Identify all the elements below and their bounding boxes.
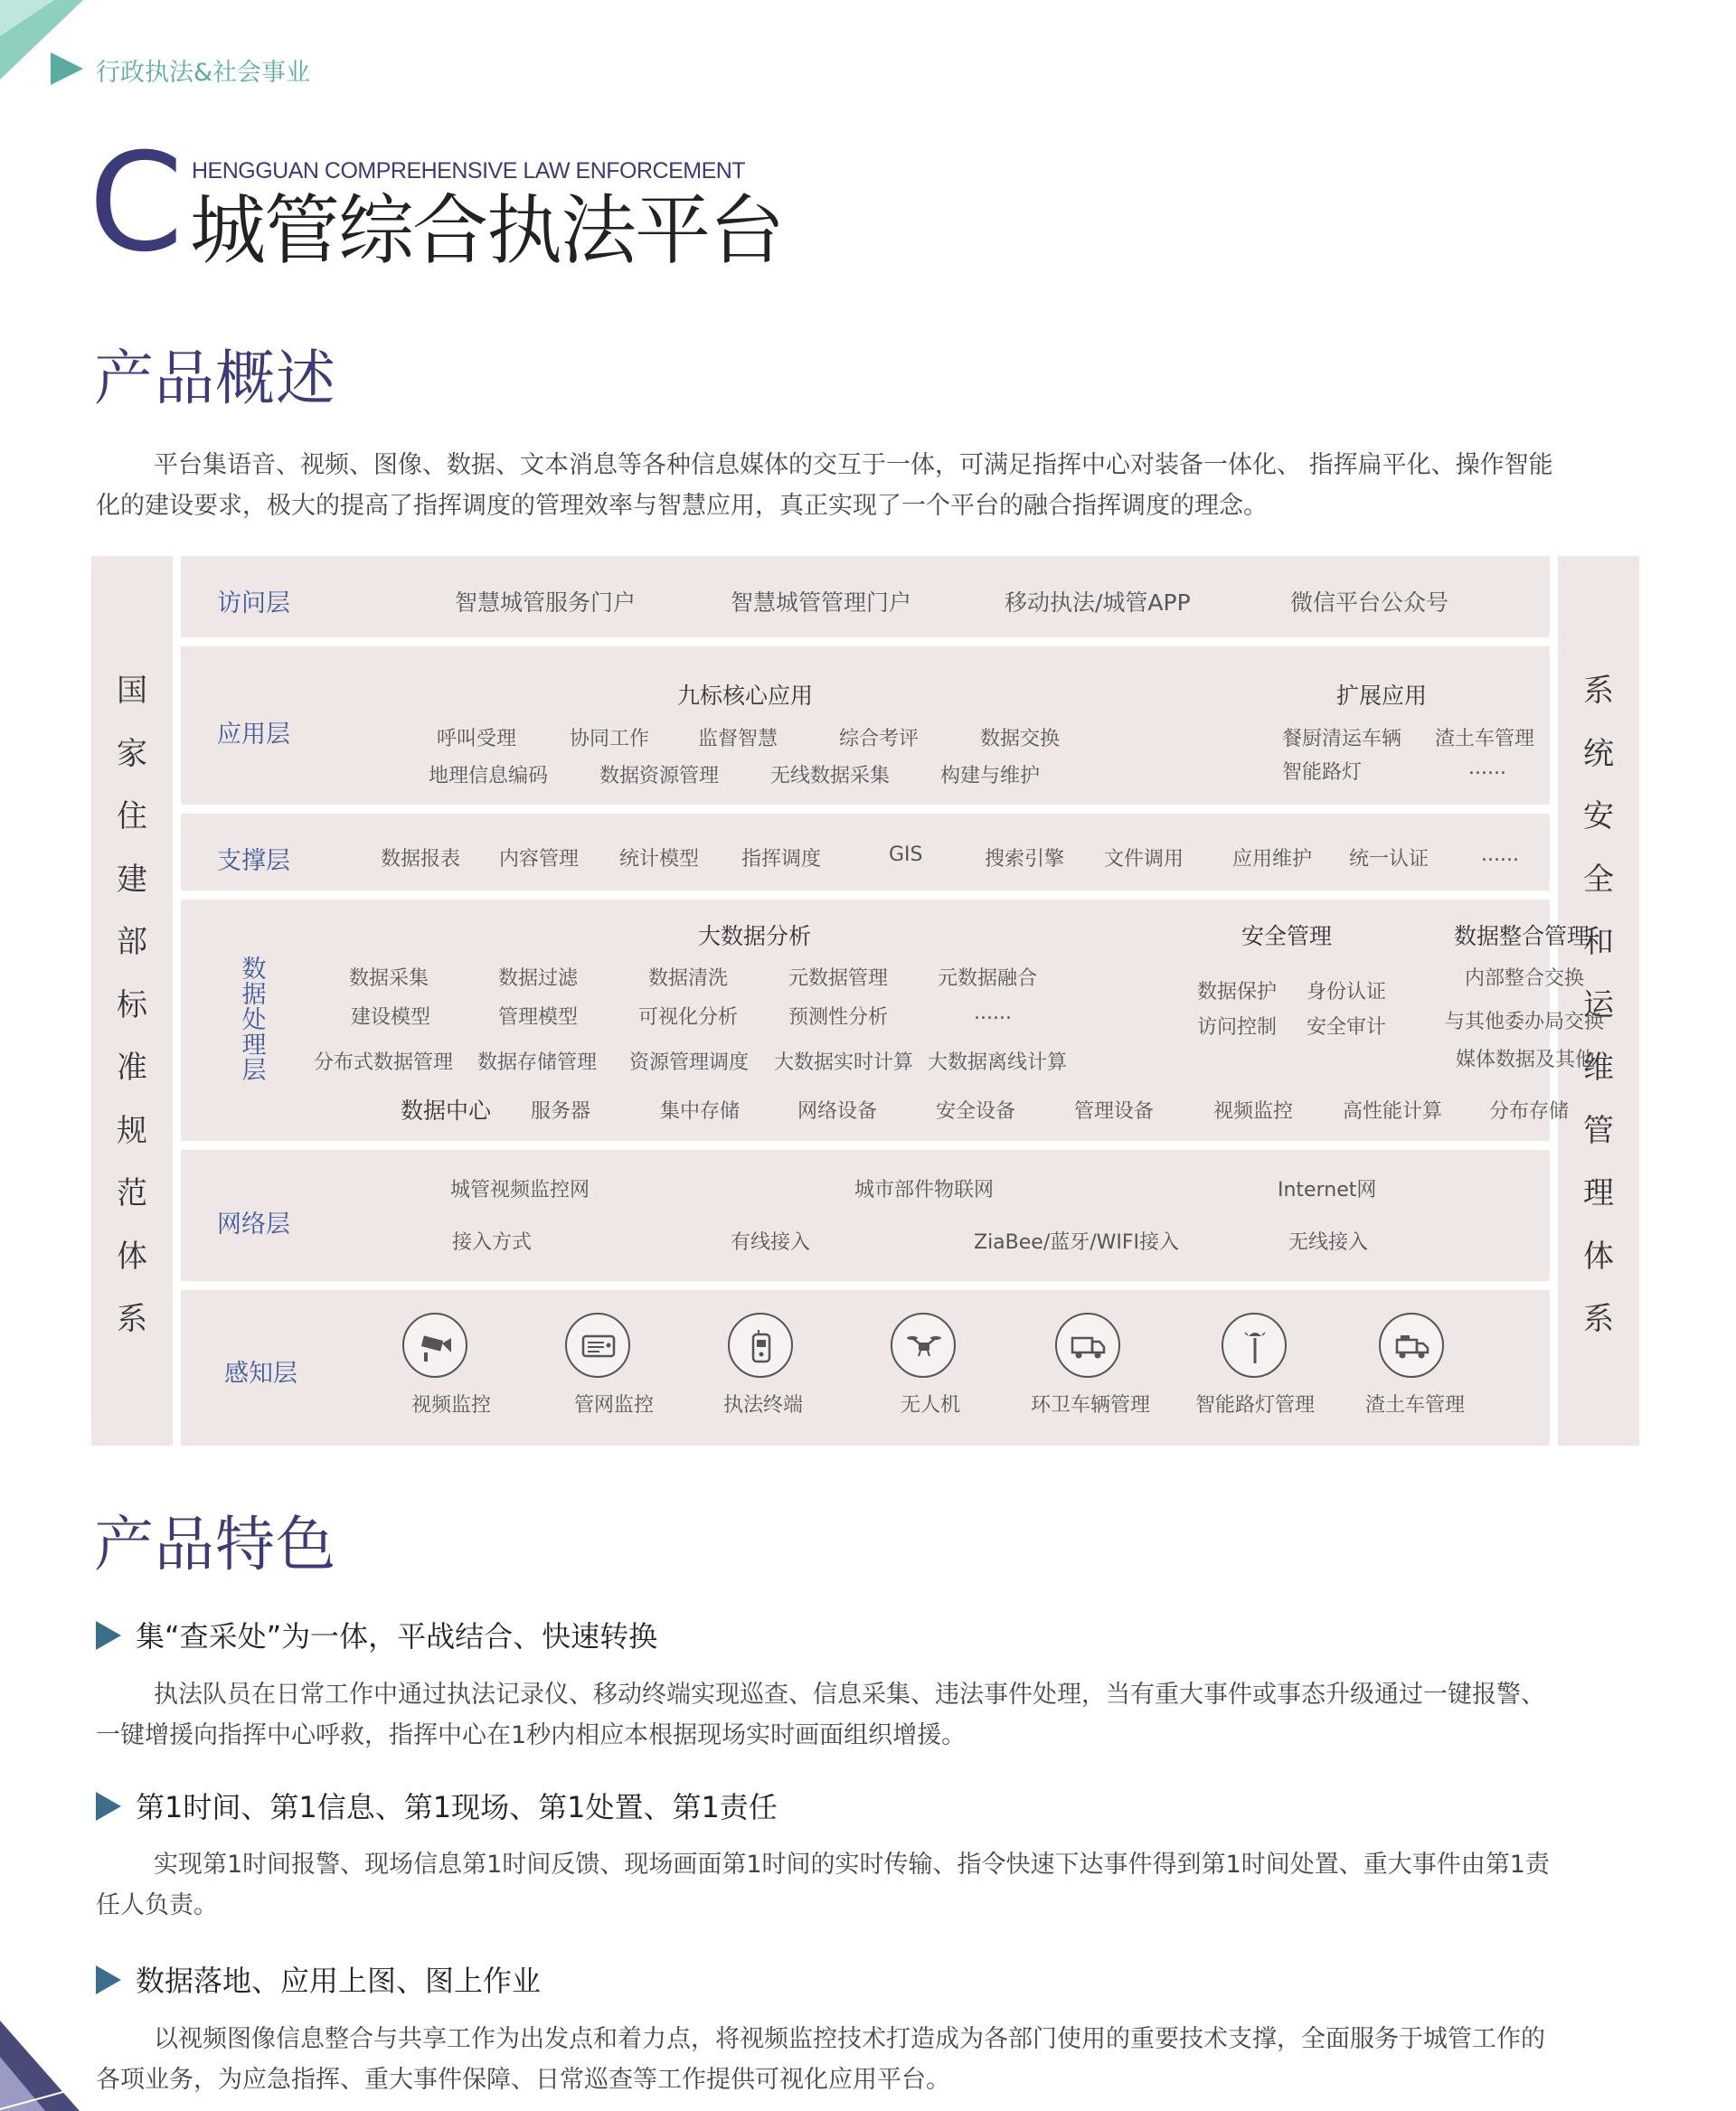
datacenter-item: 高性能计算: [1343, 1100, 1443, 1123]
vertical-char: 规: [117, 1112, 147, 1149]
features-heading: 产品特色: [94, 1510, 336, 1579]
processing-item: 大数据实时计算: [774, 1051, 914, 1074]
truck-icon: [1055, 1313, 1120, 1378]
security-item: 访问控制: [1197, 1016, 1278, 1039]
app-item: 数据资源管理: [599, 765, 720, 787]
access-layer: [181, 556, 1550, 637]
overview-line: 平台集语音、视频、图像、数据、文本消息等各种信息媒体的交互于一体，可满足指挥中心对装备一体化、 指挥扁平化、操作智能: [154, 451, 1553, 479]
bigdata-title: 大数据分析: [698, 923, 812, 949]
processing-item: 元数据管理: [788, 967, 889, 990]
datacenter-item: 分布存储: [1489, 1100, 1570, 1123]
datacenter-item: 网络设备: [797, 1100, 878, 1123]
vertical-char: 统: [1583, 735, 1614, 772]
vertical-char: 层: [241, 1057, 267, 1085]
vertical-char: 准: [117, 1050, 147, 1086]
feature-line: 任人负责。: [96, 1891, 218, 1919]
vertical-char: 据: [241, 981, 267, 1009]
app-item: 渣土车管理: [1435, 728, 1535, 750]
vertical-char: 系: [1583, 673, 1614, 709]
support-item: GIS: [889, 843, 923, 866]
app-item: 构建与维护: [940, 765, 1041, 787]
vertical-char: 理: [1583, 1175, 1614, 1211]
feature-paragraph: [96, 1674, 1633, 1756]
overview-heading: 产品概述: [94, 344, 336, 413]
support-layer: [181, 809, 1550, 891]
left-column-text: [91, 660, 173, 1352]
processing-item: 可视化分析: [638, 1006, 739, 1029]
feature-title: [96, 1785, 778, 1826]
feature-title-text: 数据落地、应用上图、图上作业: [136, 1964, 542, 1998]
page-title: 城管综合执法平台: [190, 186, 784, 275]
network-item: 有线接入: [731, 1231, 811, 1254]
layer-item: 移动执法/城管APP: [1005, 589, 1191, 616]
core-apps-title: 九标核心应用: [677, 683, 814, 709]
support-item: ......: [1481, 843, 1519, 866]
network-item: 城市部件物联网: [854, 1179, 995, 1202]
integration-item: 内部整合交换: [1465, 967, 1585, 990]
vertical-char: 安: [1583, 798, 1614, 834]
feature-title-text: 集“查采处”为一体，平战结合、快速转换: [136, 1619, 658, 1654]
support-item: 应用维护: [1232, 848, 1313, 871]
integration-title: 数据整合管理: [1454, 923, 1590, 949]
vertical-char: 和: [1583, 924, 1614, 960]
support-item: 搜索引擎: [985, 848, 1065, 871]
vertical-char: 运: [1583, 986, 1614, 1023]
terminal-icon: [728, 1313, 793, 1378]
drone-icon: [891, 1313, 956, 1378]
camera-icon: [402, 1313, 467, 1378]
processing-item: 数据采集: [349, 967, 429, 990]
extended-apps-title: 扩展应用: [1336, 683, 1428, 709]
layer-name: 访问层: [217, 589, 290, 617]
vertical-char: 家: [117, 735, 147, 772]
app-item: 智能路灯: [1282, 761, 1363, 784]
processing-item: 数据过滤: [498, 967, 579, 990]
integration-item: 与其他委办局交换: [1445, 1011, 1605, 1033]
vertical-char: 管: [1583, 1112, 1614, 1149]
vertical-char: 建: [117, 861, 147, 898]
triangle-bullet-icon: [96, 1965, 121, 1994]
feature-title-text: 第1时间、第1信息、第1现场、第1处置、第1责任: [136, 1790, 778, 1824]
processing-item: 大数据离线计算: [928, 1051, 1068, 1074]
processing-item: 分布式数据管理: [314, 1051, 454, 1074]
app-item: 无线数据采集: [770, 765, 891, 787]
datacenter-item: 视频监控: [1213, 1100, 1294, 1123]
app-item: ......: [1468, 757, 1506, 779]
app-item: 数据交换: [980, 728, 1061, 750]
app-item: 综合考评: [839, 728, 920, 750]
perception-label: 环卫车辆管理: [1031, 1394, 1151, 1417]
network-item: Internet网: [1278, 1179, 1377, 1202]
feature-paragraph: [96, 1844, 1633, 1926]
perception-label: 渣土车管理: [1365, 1394, 1466, 1417]
vertical-char: 维: [1583, 1050, 1614, 1086]
datacenter-item: 安全设备: [936, 1100, 1016, 1123]
app-item: 呼叫受理: [437, 728, 517, 750]
datacenter-item: 服务器: [531, 1100, 591, 1123]
processing-item: 资源管理调度: [629, 1051, 750, 1074]
perception-label: 管网监控: [574, 1394, 655, 1417]
processing-item: 建设模型: [351, 1006, 431, 1029]
feature-line: 以视频图像信息整合与共享工作为出发点和着力点，将视频监控技术打造成为各部门使用的重要技术支撑，全面服务于城管工作的: [154, 2025, 1545, 2053]
left-standard-column: [91, 556, 173, 1446]
triangle-bullet-icon: [96, 1792, 121, 1821]
security-item: 安全审计: [1307, 1016, 1387, 1039]
feature-line: 执法队员在日常工作中通过执法记录仪、移动终端实现巡查、信息采集、违法事件处理，当有重大事件或事态升级通过一键报警、: [154, 1681, 1545, 1709]
layer-name: 应用层: [217, 721, 290, 749]
support-item: 数据报表: [381, 848, 461, 871]
network-item: 无线接入: [1288, 1231, 1369, 1254]
feature-line: 一键增援向指挥中心呼救，指挥中心在1秒内相应本根据现场实时画面组织增援。: [96, 1721, 967, 1749]
app-item: 协同工作: [570, 728, 650, 750]
feature-title: [96, 1958, 541, 2000]
layer-item: 微信平台公众号: [1290, 589, 1449, 616]
processing-item: ......: [974, 1002, 1012, 1024]
processing-item: 数据清洗: [648, 967, 729, 990]
title-english: HENGGUAN COMPREHENSIVE LAW ENFORCEMENT: [192, 158, 746, 184]
processing-item: 数据存储管理: [477, 1051, 598, 1074]
layer-item: 智慧城管服务门户: [455, 589, 637, 616]
vertical-char: 标: [117, 986, 147, 1023]
overview-paragraph: [96, 445, 1633, 526]
support-item: 统计模型: [619, 848, 700, 871]
vertical-char: 系: [1583, 1301, 1614, 1337]
section-label: 行政执法&社会事业: [96, 59, 311, 87]
security-item: 身份认证: [1307, 981, 1387, 1004]
feature-paragraph: [96, 2019, 1633, 2100]
layer-name: [241, 957, 268, 1084]
pipe-monitor-icon: [565, 1313, 630, 1378]
vertical-char: 住: [117, 798, 147, 834]
overview-line: 化的建设要求，极大的提高了指挥调度的管理效率与智慧应用，真正实现了一个平台的融合指挥调度的理念。: [96, 492, 1268, 520]
title-letter: C: [89, 125, 178, 282]
support-item: 指挥调度: [741, 848, 822, 871]
vertical-char: 国: [117, 673, 147, 709]
feature-title: [96, 1614, 657, 1655]
processing-item: 元数据融合: [938, 967, 1038, 990]
perception-label: 无人机: [901, 1394, 961, 1417]
perception-layer: [181, 1286, 1550, 1446]
processing-item: 预测性分析: [788, 1006, 889, 1029]
integration-item: 媒体数据及其他: [1456, 1049, 1596, 1071]
support-item: 文件调用: [1104, 848, 1184, 871]
layer-name: 感知层: [224, 1360, 297, 1388]
layer-name: 网络层: [217, 1211, 290, 1239]
right-security-column: [1558, 556, 1639, 1446]
app-item: 地理信息编码: [429, 765, 549, 787]
layer-name: 支撑层: [217, 847, 290, 875]
corner-decoration-bottom: [0, 2003, 108, 2111]
streetlight-icon: [1222, 1313, 1287, 1378]
perception-label: 智能路灯管理: [1195, 1394, 1316, 1417]
vertical-char: 部: [117, 924, 147, 960]
processing-item: 管理模型: [498, 1006, 579, 1029]
security-title: 安全管理: [1241, 923, 1333, 949]
processing-layer: [181, 895, 1605, 1141]
security-item: 数据保护: [1197, 981, 1278, 1004]
network-item: 接入方式: [452, 1231, 533, 1254]
triangle-bullet-icon: [96, 1621, 121, 1650]
dump-truck-icon: [1379, 1313, 1444, 1378]
network-item: 城管视频监控网: [450, 1179, 590, 1202]
app-item: 餐厨清运车辆: [1282, 728, 1402, 750]
perception-label: 视频监控: [411, 1394, 492, 1417]
app-item: 监督智慧: [698, 728, 778, 750]
vertical-char: 数: [241, 956, 267, 984]
layer-item: 智慧城管管理门户: [731, 589, 912, 616]
vertical-char: 范: [117, 1175, 147, 1211]
perception-label: 执法终端: [723, 1394, 804, 1417]
datacenter-item: 管理设备: [1074, 1100, 1155, 1123]
datacenter-item: 集中存储: [660, 1100, 741, 1123]
support-item: 内容管理: [499, 848, 580, 871]
vertical-char: 理: [241, 1032, 267, 1060]
network-layer: [181, 1145, 1550, 1281]
vertical-char: 处: [241, 1006, 267, 1034]
corner-decoration: [0, 0, 99, 90]
support-item: 统一认证: [1349, 848, 1429, 871]
network-item: ZiaBee/蓝牙/WIFI接入: [974, 1231, 1180, 1254]
vertical-char: 体: [117, 1238, 147, 1275]
feature-line: 实现第1时间报警、现场信息第1时间反馈、现场画面第1时间的实时传输、指令快速下达事件得到第1时间处置、重大事件由第1责: [154, 1851, 1550, 1879]
vertical-char: 体: [1583, 1238, 1614, 1275]
architecture-diagram: [91, 556, 1639, 1446]
datacenter-label: 数据中心: [401, 1098, 492, 1124]
vertical-char: 全: [1583, 861, 1614, 898]
feature-line: 各项业务，为应急指挥、重大事件保障、日常巡查等工作提供可视化应用平台。: [96, 2066, 950, 2094]
application-layer: [181, 642, 1550, 805]
vertical-char: 系: [117, 1301, 147, 1337]
